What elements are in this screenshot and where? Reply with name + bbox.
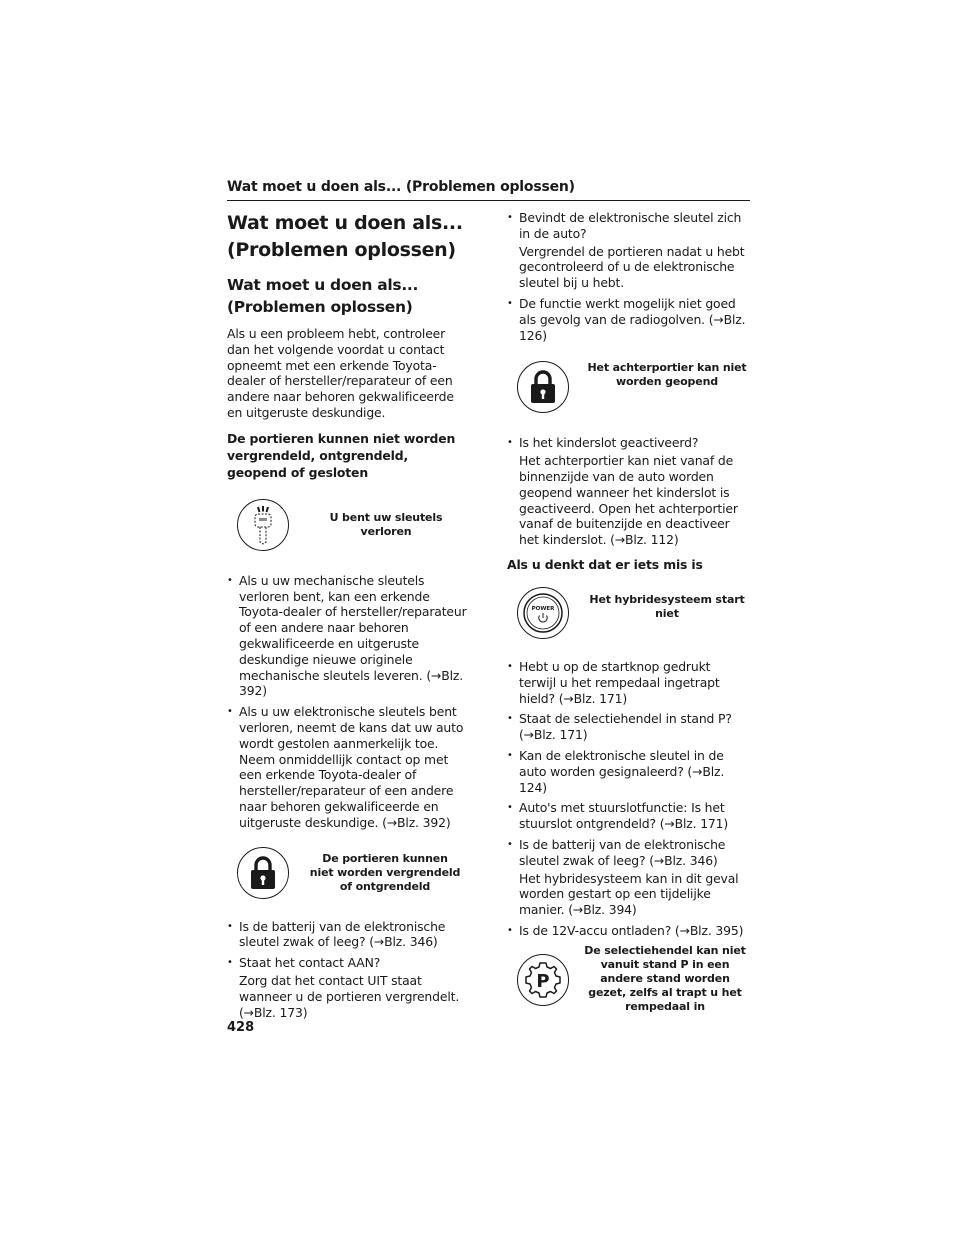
list-item: • Bevindt de elektronische sleutel zich in de auto? [507, 210, 750, 242]
left-column [227, 210, 467, 1025]
intro-paragraph: Als u een probleem hebt, controleer dan het volgende voordat u contact opneemt met een erkende Toyota-dealer of hersteller/reparateur of een andere naar behoren gekwalificeerde en uitgeruste deskundige. [227, 326, 454, 420]
lock-icon [517, 361, 569, 413]
doors-lock-label: De portieren kunnen niet worden vergrendeld of ontgrendeld [309, 851, 461, 893]
header-rule [227, 200, 750, 201]
power-text: POWER [531, 605, 555, 612]
list-item: • Als u uw mechanische sleutels verloren bent, kan een erkende Toyota-dealer of hersteller/reparateur of een andere naar behoren gekwalificeerde en uitgeruste deskundige nieuwe originele mechanische sleutels leveren. (→Blz. 392) [227, 573, 467, 699]
page-number: 428 [227, 1020, 255, 1035]
list-item-detail: Het hybridesysteem kan in dit geval worden gestart op een tijdelijke manier. (→Blz. 394) [519, 870, 739, 918]
list-item: • Staat het contact AAN? [227, 955, 467, 971]
hybrid-start-label: Het hybridesysteem start niet [589, 592, 745, 620]
lost-keys-label: U bent uw sleutels verloren [329, 510, 443, 538]
list-item: • Is het kinderslot geactiveerd? [507, 435, 750, 451]
right-column [507, 210, 750, 1014]
list-item: • Auto's met stuurslotfunctie: Is het stuurslot ontgrendeld? (→Blz. 171) [507, 800, 750, 832]
running-header: Wat moet u doen als... (Problemen oplossen) [227, 179, 575, 195]
list-item: • Is de batterij van de elektronische sleutel zwak of leeg? (→Blz. 346) [227, 919, 467, 951]
list-item: • Kan de elektronische sleutel in de auto worden gesignaleerd? (→Blz. 124) [507, 748, 750, 795]
list-item: • Staat de selectiehendel in stand P? (→Blz. 171) [507, 711, 750, 743]
p-letter: P [536, 970, 550, 992]
power-button-icon [517, 587, 569, 639]
doors-lock-row [237, 847, 467, 899]
hybrid-start-row [517, 587, 750, 639]
list-item-detail: Zorg dat het contact UIT staat wanneer u de portieren vergrendelt. (→Blz. 173) [239, 972, 460, 1020]
list-item: • Als u uw elektronische sleutels bent verloren, neemt de kans dat uw auto wordt gestolen aanmerkelijk toe. Neem onmiddellijk contact op met een erkende Toyota-dealer of hersteller/reparateur of een andere naar behoren gekwalificeerde en uitgeruste deskundige. (→Blz. 392) [227, 704, 467, 830]
shift-lever-row [517, 944, 750, 1014]
lost-keys-icon [237, 499, 289, 551]
list-item: • Is de batterij van de elektronische sleutel zwak of leeg? (→Blz. 346) [507, 837, 750, 869]
page-title: Wat moet u doen als... (Problemen oplossen) [227, 212, 463, 261]
list-item: • Is de 12V-accu ontladen? (→Blz. 395) [507, 923, 750, 939]
rear-door-row [517, 361, 750, 413]
section-title: Wat moet u doen als... (Problemen oplossen) [227, 276, 419, 316]
lock-icon [237, 847, 289, 899]
list-item: • Hebt u op de startknop gedrukt terwijl u het rempedaal ingetrapt hield? (→Blz. 171) [507, 659, 750, 706]
lost-keys-row [237, 499, 467, 551]
shift-lever-label: De selectiehendel kan niet vanuit stand P in een andere stand worden gezet, zelfs al trapt u het rempedaal in [584, 943, 746, 1013]
rear-door-label: Het achterportier kan niet worden geopend [587, 361, 747, 389]
list-item: • De functie werkt mogelijk niet goed als gevolg van de radiogolven. (→Blz. 126) [507, 296, 750, 343]
problem-subheading: Als u denkt dat er iets mis is [507, 556, 703, 572]
list-item-detail: Het achterportier kan niet vanaf de binnenzijde van de auto worden geopend wanneer het kinderslot is geactiveerd. Open het achterportier vanaf de buitenzijde en deactiveer het kinderslot. (→Blz. 112) [519, 453, 738, 548]
doors-subheading: De portieren kunnen niet worden vergrendeld, ontgrendeld, geopend of gesloten [227, 430, 456, 480]
shift-p-icon [517, 954, 569, 1006]
list-item-detail: Vergrendel de portieren nadat u hebt gecontroleerd of u de elektronische sleutel bij u hebt. [519, 243, 745, 291]
